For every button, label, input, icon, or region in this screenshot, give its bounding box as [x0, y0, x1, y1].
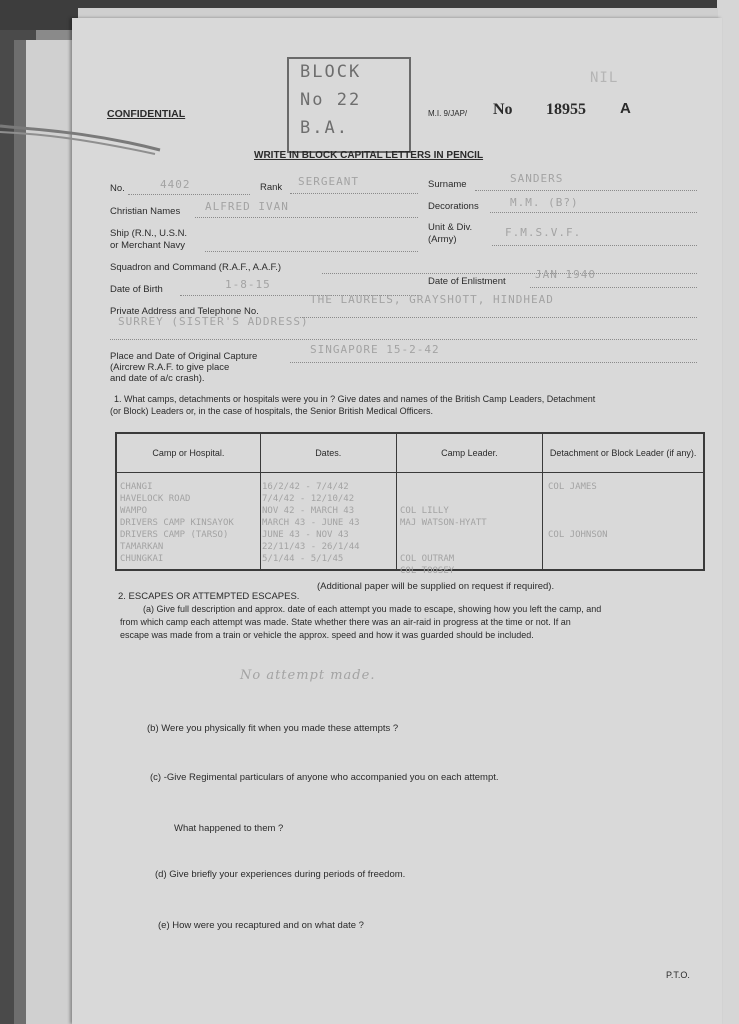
row-dates: NOV 42 - MARCH 43 — [262, 506, 355, 516]
surname-label: Surname — [428, 179, 467, 190]
q2-note: (Additional paper will be supplied on request if required). — [317, 581, 555, 592]
address-value-2: SURREY (SISTER'S ADDRESS) — [118, 315, 309, 328]
q2c-followup: What happened to them ? — [174, 823, 284, 834]
form-suffix: A — [620, 100, 631, 117]
dob-label: Date of Birth — [110, 284, 163, 295]
christian-names-label: Christian Names — [110, 206, 181, 217]
decorations-label: Decorations — [428, 201, 479, 212]
header-dates: Dates. — [260, 433, 396, 473]
header-camp: Camp or Hospital. — [116, 433, 260, 473]
tag-string-icon — [0, 118, 170, 158]
capture-value: SINGAPORE 15-2-42 — [310, 343, 440, 356]
squadron-label: Squadron and Command (R.A.F., A.A.F.) — [110, 262, 282, 273]
q2b-text: (b) Were you physically fit when you made these attempts ? — [147, 723, 399, 734]
form-number: 18955 — [546, 101, 586, 118]
capture-label-1: Place and Date of Original Capture — [110, 351, 258, 362]
dob-value: 1-8-15 — [225, 278, 271, 291]
row-leader: COL LILLY — [400, 506, 449, 516]
decorations-value: M.M. (B?) — [510, 196, 579, 209]
q2a-text-1: (a) Give full description and approx. date of each attempt you made to escape, showing how you left the camp, and — [143, 604, 602, 614]
row-camp: WAMPO — [120, 506, 148, 516]
enlistment-label: Date of Enlistment — [428, 276, 506, 287]
unit-label-2: (Army) — [428, 234, 457, 245]
no-value: 4402 — [160, 178, 191, 191]
unit-value: F.M.S.V.F. — [505, 226, 582, 239]
row-camp: DRIVERS CAMP (TARSO) — [120, 530, 229, 540]
row-leader: MAJ WATSON-HYATT — [400, 518, 487, 528]
row-detachment: COL JOHNSON — [548, 530, 608, 540]
q2c-text: (c) -Give Regimental particulars of anyone who accompanied you on each attempt. — [150, 772, 499, 783]
row-leader: COL TOOSEY — [400, 566, 455, 576]
row-camp: CHANGI — [120, 482, 153, 492]
q1-text-2: (or Block) Leaders or, in the case of hospitals, the Senior British Medical Officers. — [110, 406, 433, 416]
surname-value: SANDERS — [510, 172, 564, 185]
q2d-text: (d) Give briefly your experiences during periods of freedom. — [155, 869, 406, 880]
row-dates: 5/1/44 - 5/1/45 — [262, 554, 344, 564]
ship-label-1: Ship (R.N., U.S.N. — [110, 228, 188, 239]
pto-label: P.T.O. — [666, 970, 690, 980]
header-detachment: Detachment or Block Leader (if any). — [543, 433, 704, 473]
pencil-instruction: WRITE IN BLOCK CAPITAL LETTERS IN PENCIL — [254, 150, 484, 161]
row-dates: MARCH 43 - JUNE 43 — [262, 518, 360, 528]
stamp-line-2: No 22 — [300, 90, 362, 110]
unit-label-1: Unit & Div. — [428, 222, 473, 233]
row-dates: JUNE 43 - NOV 43 — [262, 530, 349, 540]
row-camp: CHUNGKAI — [120, 554, 164, 564]
stamp-line-1: BLOCK — [300, 62, 362, 82]
capture-label-3: and date of a/c crash). — [110, 373, 205, 384]
number-label: No — [493, 101, 513, 118]
christian-names-value: ALFRED IVAN — [205, 200, 289, 213]
camps-table — [115, 432, 705, 571]
q1-text-1: 1. What camps, detachments or hospitals were you in ? Give dates and names of the British Camp Leaders, Detachment — [114, 394, 596, 404]
rank-value: SERGEANT — [298, 175, 359, 188]
row-camp: HAVELOCK ROAD — [120, 494, 191, 504]
q2a-text-2: from which camp each attempt was made. State whether there was an air-raid in progress at the time or not. If an — [120, 617, 571, 627]
form-ref: M.I. 9/JAP/ — [428, 109, 468, 118]
row-camp: DRIVERS CAMP KINSAYOK — [120, 518, 234, 528]
q2e-text: (e) How were you recaptured and on what date ? — [158, 920, 364, 931]
rank-label: Rank — [260, 182, 283, 193]
q2a-answer: No attempt made. — [240, 668, 376, 683]
no-label: No. — [110, 183, 125, 194]
confidential-label: CONFIDENTIAL — [107, 108, 186, 120]
row-camp: TAMARKAN — [120, 542, 164, 552]
header-camp-leader: Camp Leader. — [396, 433, 543, 473]
camps-table-header — [116, 433, 704, 473]
row-dates: 22/11/43 - 26/1/44 — [262, 542, 360, 552]
ship-label-2: or Merchant Navy — [110, 240, 185, 251]
row-dates: 16/2/42 - 7/4/42 — [262, 482, 349, 492]
capture-label-2: (Aircrew R.A.F. to give place — [110, 362, 230, 373]
stamp-line-3: B.A. — [300, 118, 349, 138]
row-dates: 7/4/42 - 12/10/42 — [262, 494, 355, 504]
q2a-text-3: escape was made from a train or vehicle the approx. speed and how it was guarded should be included. — [120, 630, 534, 640]
row-leader: COL OUTRAM — [400, 554, 455, 564]
row-detachment: COL JAMES — [548, 482, 597, 492]
address-label: Private Address and Telephone No. — [110, 306, 259, 317]
q2-title: 2. ESCAPES OR ATTEMPTED ESCAPES. — [118, 591, 300, 602]
corner-mark: NIL — [590, 70, 619, 86]
address-value-1: THE LAURELS, GRAYSHOTT, HINDHEAD — [310, 293, 554, 306]
enlistment-value: JAN 1940 — [535, 268, 596, 281]
